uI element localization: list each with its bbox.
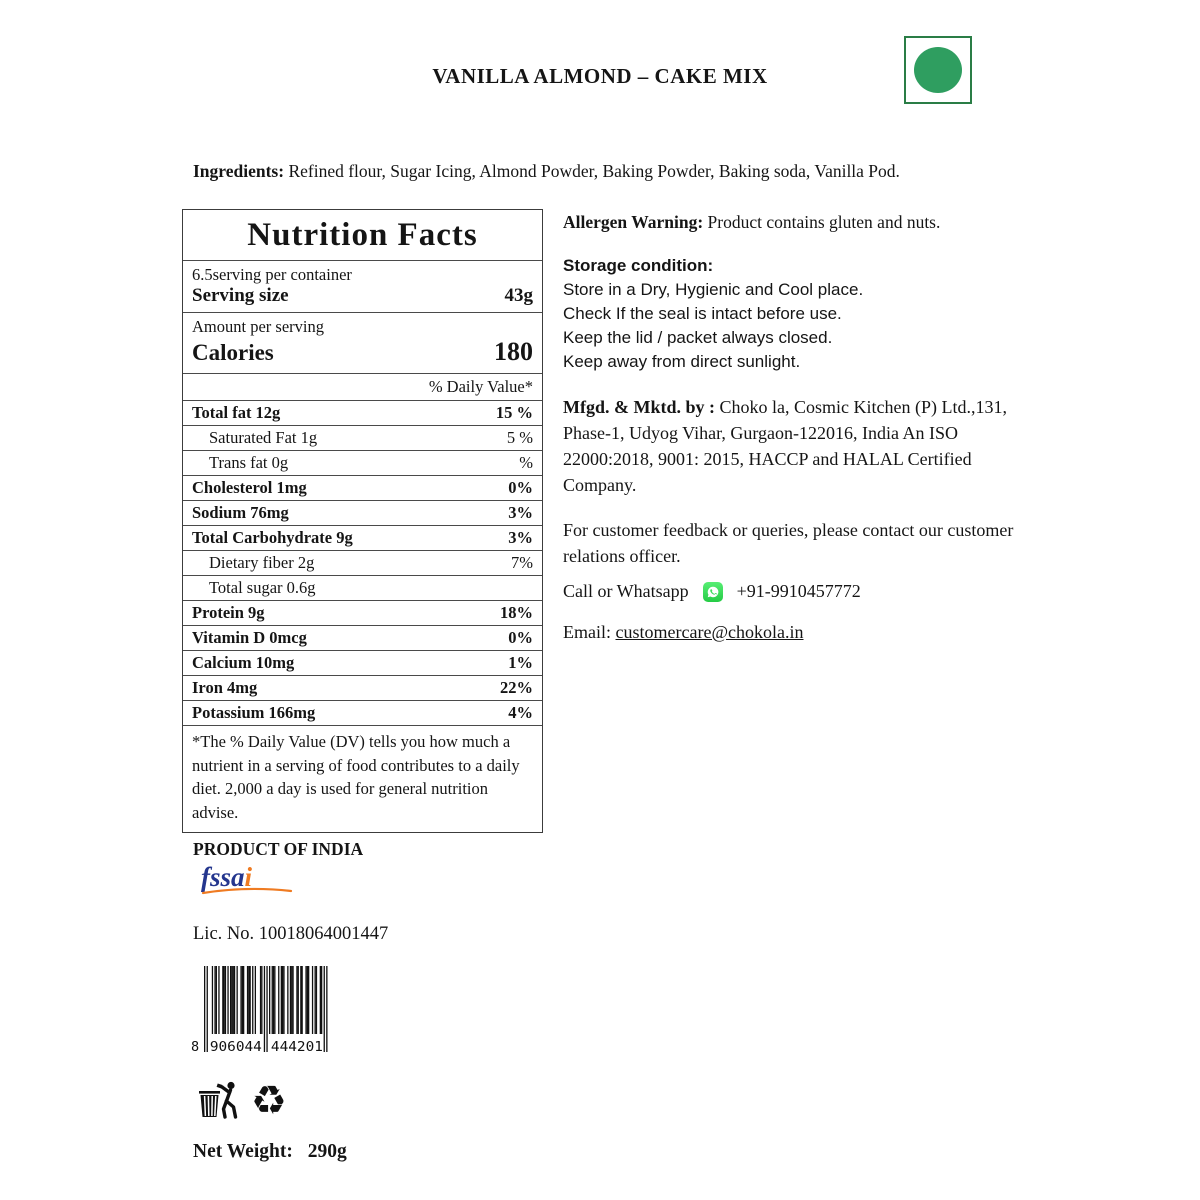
tidyman-icon	[196, 1079, 246, 1121]
storage-line: Keep away from direct sunlight.	[563, 352, 801, 371]
serving-size-value: 43g	[504, 285, 533, 306]
storage-line: Keep the lid / packet always closed.	[563, 328, 833, 347]
nutrient-row	[183, 626, 542, 651]
nutrient-label: Total sugar 0.6g	[209, 578, 316, 597]
feedback-note: For customer feedback or queries, please contact our customer relations officer.	[563, 520, 1014, 566]
daily-value-footnote: *The % Daily Value (DV) tells you how much a nutrient in a serving of food contributes to a daily diet. 2,000 a day is used for general nutrition advise.	[192, 732, 520, 822]
daily-value-header: % Daily Value*	[183, 374, 542, 401]
contact-row	[563, 581, 1025, 602]
nutrient-label: Saturated Fat 1g	[209, 428, 318, 447]
email-row	[563, 622, 1025, 643]
nutrient-daily-value: 7%	[511, 553, 533, 572]
nutrient-row	[183, 451, 542, 476]
nutrient-label: Trans fat 0g	[209, 453, 289, 472]
license-number: Lic. No. 10018064001447	[193, 924, 389, 944]
nutrient-daily-value: 4%	[508, 703, 533, 722]
nutrient-label: Total Carbohydrate 9g	[192, 528, 353, 547]
storage-line: Store in a Dry, Hygienic and Cool place.	[563, 280, 864, 299]
allergen-label: Allergen Warning:	[563, 212, 704, 232]
barcode-digits: 8	[191, 1039, 200, 1055]
storage-line: Check If the seal is intact before use.	[563, 304, 842, 323]
nutrient-label: Total fat 12g	[192, 403, 281, 422]
email-link[interactable]: customercare@chokola.in	[615, 622, 804, 642]
allergen-warning	[563, 212, 1025, 233]
nutrient-daily-value: 0%	[508, 628, 533, 647]
nutrient-row	[183, 426, 542, 451]
nutrient-label: Vitamin D 0mcg	[192, 628, 307, 647]
net-weight	[193, 1141, 347, 1163]
product-origin: PRODUCT OF INDIA	[193, 839, 364, 859]
servings-per-container: 6.5serving per container	[192, 265, 352, 284]
nutrient-row	[183, 526, 542, 551]
contact-label: Call or Whatsapp	[563, 581, 689, 601]
nutrient-daily-value: 5 %	[506, 428, 533, 447]
nutrient-row	[183, 401, 542, 426]
calories-section	[183, 313, 542, 374]
nutrient-label: Calcium 10mg	[192, 653, 295, 672]
nutrient-row	[183, 476, 542, 501]
fssai-logo	[201, 864, 301, 895]
disposal-icons	[196, 1078, 287, 1124]
nutrient-label: Potassium 166mg	[192, 703, 316, 722]
manufacturer-block	[563, 394, 1025, 498]
storage-lines	[563, 278, 1025, 374]
nutrient-row	[183, 701, 542, 726]
veg-mark-dot	[914, 47, 962, 93]
barcode-digits: 906044	[209, 1039, 262, 1055]
calories-label: Calories	[192, 340, 274, 365]
net-weight-label: Net Weight:	[193, 1141, 293, 1162]
serving-section	[183, 261, 542, 313]
serving-size-label: Serving size	[192, 285, 289, 306]
nutrient-row	[183, 551, 542, 576]
nutrient-label: Iron 4mg	[192, 678, 258, 697]
nutrient-label: Protein 9g	[192, 603, 265, 622]
fssai-logo-text: fssai	[201, 862, 253, 892]
net-weight-value: 290g	[307, 1141, 347, 1162]
info-column	[563, 210, 1025, 643]
nutrient-label: Sodium 76mg	[192, 503, 289, 522]
nutrient-row	[183, 576, 542, 601]
veg-mark-icon	[904, 36, 972, 104]
manufacturer-text: Choko la, Cosmic Kitchen (P) Ltd.,131, Phase-1, Udyog Vihar, Gurgaon-122016, India An ISO 22000:2018, 9001: 2015, HACCP and HALAL Certified Company.	[563, 397, 1007, 495]
nutrition-facts-panel	[182, 209, 543, 833]
nutrient-label: Cholesterol 1mg	[192, 478, 307, 497]
storage-title: Storage condition:	[563, 256, 714, 275]
nutrient-label: Dietary fiber 2g	[209, 553, 315, 572]
nutrient-daily-value: 22%	[500, 678, 533, 697]
nutrient-row	[183, 676, 542, 701]
ingredients-label: Ingredients:	[193, 160, 285, 181]
email-label: Email:	[563, 622, 611, 642]
nutrient-row	[183, 601, 542, 626]
nutrient-daily-value: 18%	[500, 603, 533, 622]
nutrient-row	[183, 651, 542, 676]
allergen-text: Product contains gluten and nuts.	[703, 212, 941, 232]
nutrient-daily-value: 0%	[508, 478, 533, 497]
nutrient-daily-value: %	[519, 453, 533, 472]
nutrient-daily-value: 3%	[508, 503, 533, 522]
nutrient-daily-value: 1%	[508, 653, 533, 672]
storage-condition-block	[563, 254, 1025, 374]
nutrient-row	[183, 501, 542, 526]
nutrition-facts-title: Nutrition Facts	[183, 210, 542, 261]
barcode	[188, 964, 338, 1061]
calories-value: 180	[494, 337, 533, 366]
nutrient-daily-value: 3%	[508, 528, 533, 547]
manufacturer-label: Mfgd. & Mktd. by :	[563, 397, 715, 417]
nutrient-rows	[183, 401, 542, 726]
recycle-icon: ♻	[251, 1078, 287, 1124]
ingredients-line	[193, 160, 1023, 183]
whatsapp-icon	[703, 582, 723, 602]
barcode-digits: 444201	[270, 1039, 323, 1055]
contact-number: +91-9910457772	[736, 581, 861, 601]
ingredients-text: Refined flour, Sugar Icing, Almond Powder, Baking Powder, Baking soda, Vanilla Pod.	[284, 160, 900, 181]
nutrient-daily-value: 15 %	[495, 403, 533, 422]
product-title: VANILLA ALMOND – CAKE MIX	[432, 64, 768, 88]
amount-per-serving-label: Amount per serving	[192, 317, 324, 336]
